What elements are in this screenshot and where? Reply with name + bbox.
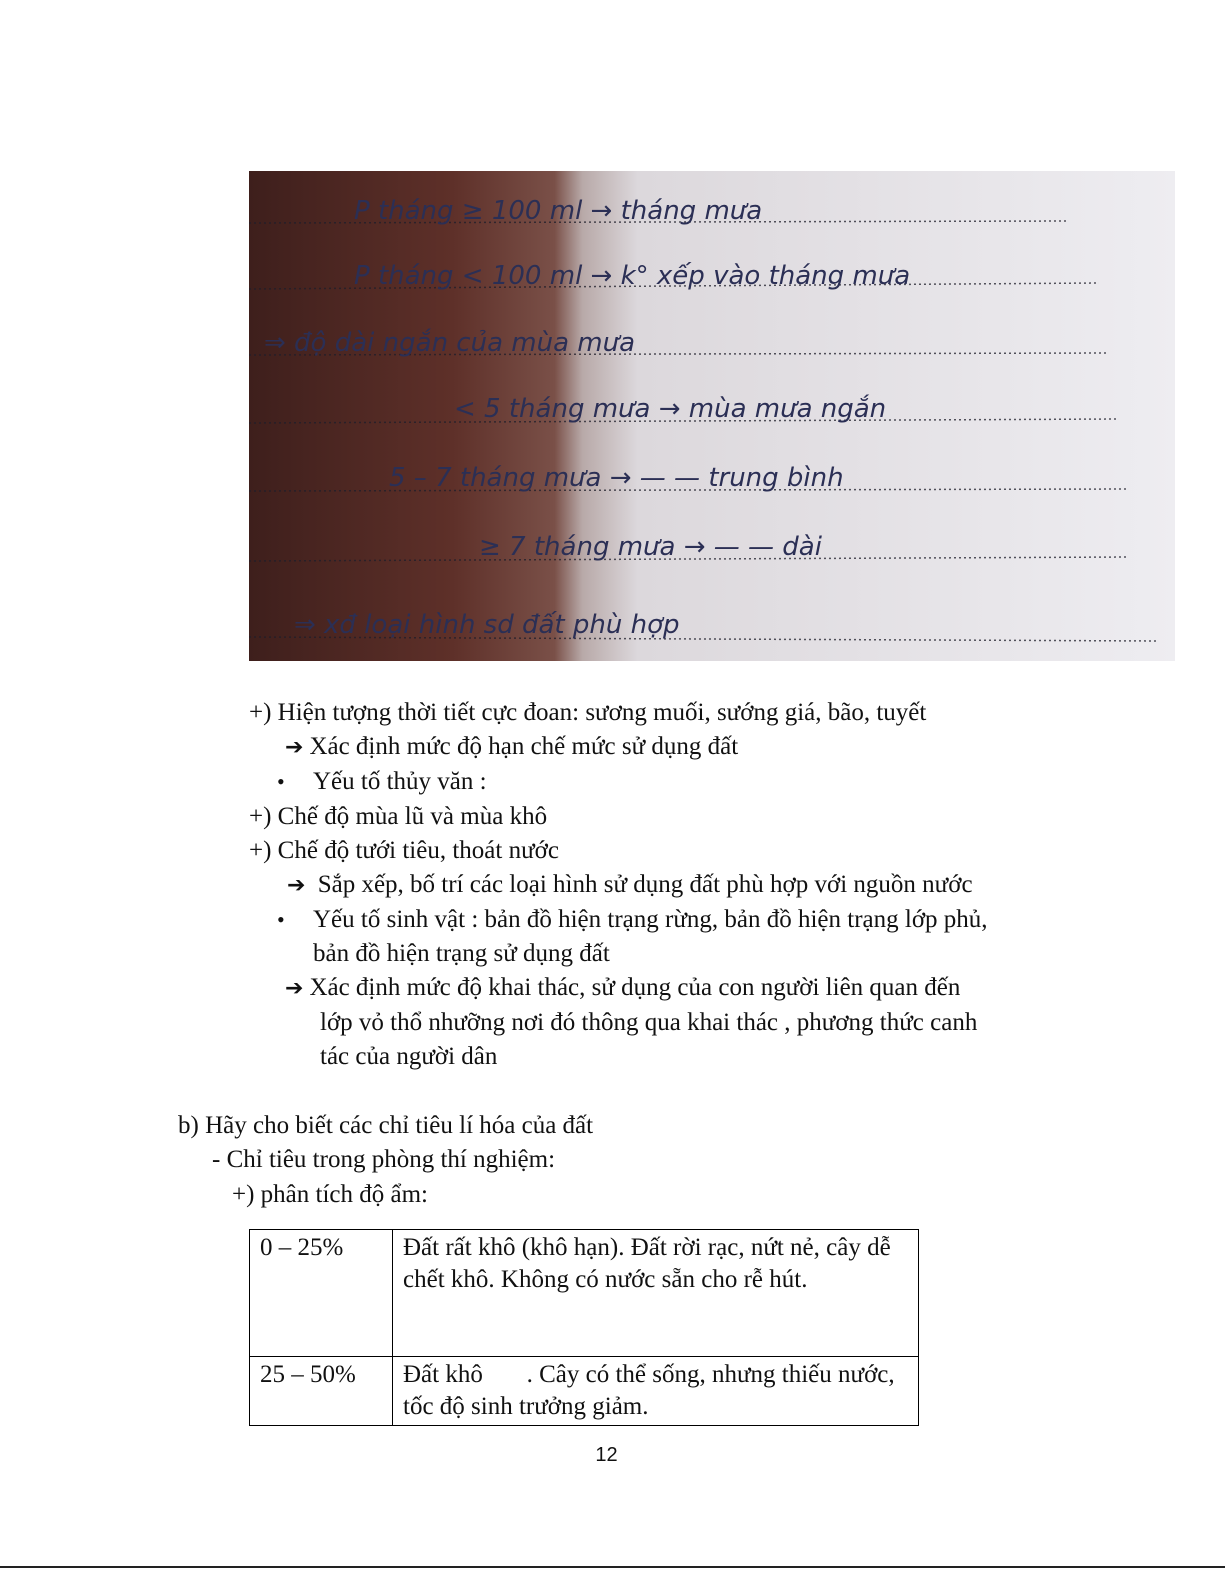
arrange-land-line: ➔ Sắp xếp, bố trí các loại hình sử dụng đất phù hợp với nguồn nước xyxy=(287,871,973,898)
page-number: 12 xyxy=(595,1444,618,1466)
flood-season-line: +) Chế độ mùa lũ và mùa khô xyxy=(249,803,548,830)
biology-bullet: • Yếu tố sinh vật : bản đồ hiện trạng rừng, bản đồ hiện trạng lớp phủ, xyxy=(277,906,988,933)
land-use-limit-line: ➔ Xác định mức độ hạn chế mức sử dụng đất xyxy=(285,733,739,760)
handwriting-line-6: ≥ 7 tháng mưa → — — dài xyxy=(479,532,822,562)
footer-rule xyxy=(0,1566,1225,1568)
extreme-weather-line: +) Hiện tượng thời tiết cực đoan: sương muối, sướng giá, bão, tuyết xyxy=(249,699,927,726)
right-arrow-icon: ➔ xyxy=(285,735,304,760)
table-row xyxy=(250,1230,919,1357)
handwriting-line-7: ⇒ xđ loại hình sd đất phù hợp xyxy=(294,610,680,640)
handwritten-notes-photo xyxy=(249,171,1175,661)
right-arrow-icon: ➔ xyxy=(285,976,304,1001)
bullet-icon: • xyxy=(277,769,285,794)
moisture-table xyxy=(249,1229,919,1426)
lab-indicators-line: - Chỉ tiêu trong phòng thí nghiệm: xyxy=(212,1146,556,1173)
bullet-icon: • xyxy=(277,907,285,932)
exploitation-line-cont1: lớp vỏ thổ nhưỡng nơi đó thông qua khai thác , phương thức canh xyxy=(320,1009,978,1036)
handwriting-line-3: ⇒ độ dài ngắn của mùa mưa xyxy=(264,328,636,358)
irrigation-line: +) Chế độ tưới tiêu, thoát nước xyxy=(249,837,559,864)
moisture-desc-cell: Đất rất khô (khô hạn). Đất rời rạc, nứt nẻ, cây dễ chết khô. Không có nước sẵn cho rễ hút. xyxy=(393,1230,919,1357)
handwriting-line-1: P tháng ≥ 100 ml → tháng mưa xyxy=(354,196,763,226)
moisture-range-cell: 0 – 25% xyxy=(250,1230,393,1357)
exploitation-line-cont2: tác của người dân xyxy=(320,1043,498,1070)
handwriting-line-2: P tháng < 100 ml → k° xếp vào tháng mưa xyxy=(354,261,911,291)
handwriting-line-4: < 5 tháng mưa → mùa mưa ngắn xyxy=(454,394,887,424)
handwriting-line-5: 5 – 7 tháng mưa → — — trung bình xyxy=(389,463,844,493)
biology-bullet-cont: bản đồ hiện trạng sử dụng đất xyxy=(313,940,610,967)
table-row xyxy=(250,1357,919,1426)
exploitation-line: ➔ Xác định mức độ khai thác, sử dụng của con người liên quan đến xyxy=(285,974,961,1001)
section-b-heading: b) Hãy cho biết các chỉ tiêu lí hóa của đất xyxy=(178,1112,594,1139)
moisture-desc-cell: Đất khô . Cây có thể sống, nhưng thiếu nước, tốc độ sinh trưởng giảm. xyxy=(393,1357,919,1426)
moisture-range-cell: 25 – 50% xyxy=(250,1357,393,1426)
notebook-photo-svg xyxy=(249,171,1175,661)
moisture-analysis-line: +) phân tích độ ẩm: xyxy=(232,1181,428,1208)
right-arrow-icon: ➔ xyxy=(287,873,306,898)
hydrology-bullet: • Yếu tố thủy văn : xyxy=(277,768,487,795)
